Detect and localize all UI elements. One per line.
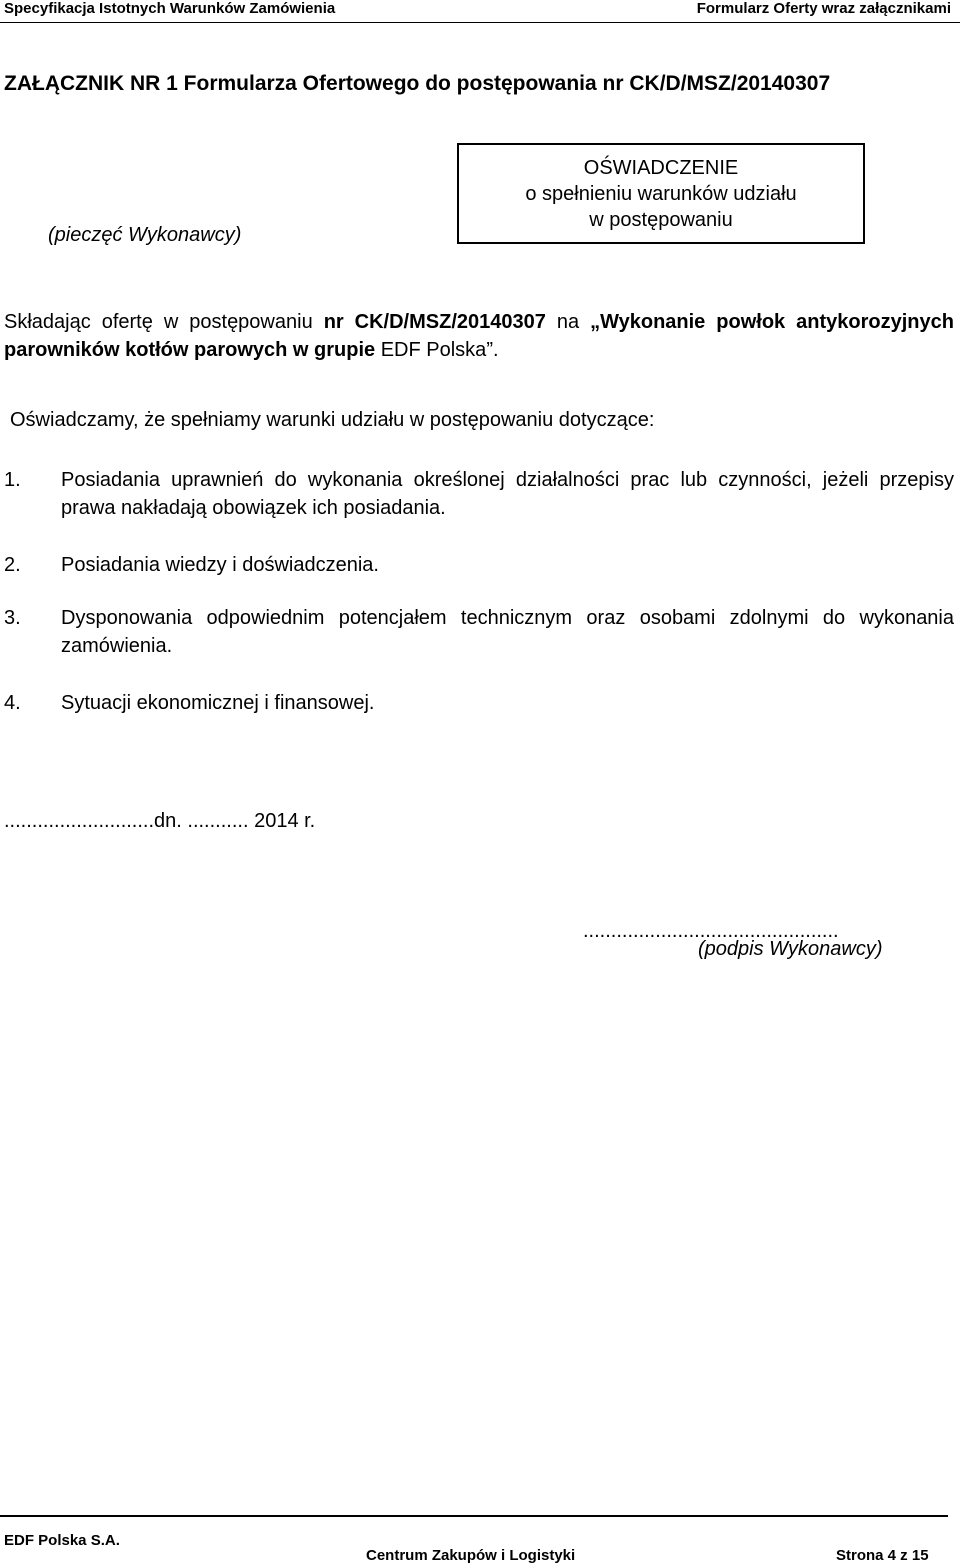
list-item-text: Dysponowania odpowiednim potencjałem technicznym oraz osobami zdolnymi do wykonania zamówienia.: [61, 607, 954, 657]
intro-company: EDF Polska: [380, 339, 487, 361]
page-title: ZAŁĄCZNIK NR 1 Formularza Ofertowego do postępowania nr CK/D/MSZ/20140307: [4, 72, 831, 95]
intro-closing: ”.: [486, 339, 499, 361]
header-left: Specyfikacja Istotnych Warunków Zamówienia: [4, 0, 336, 17]
footer-company: EDF Polska S.A.: [4, 1532, 120, 1549]
intro-text: Składając ofertę w postępowaniu: [4, 311, 324, 333]
footer-rule: [0, 1515, 948, 1517]
footer-page-number: Strona 4 z 15: [836, 1547, 929, 1564]
list-item-text: Posiadania uprawnień do wykonania określonej działalności prac lub czynności, jeżeli przepisy prawa nakładają obowiązek ich posiadania.: [61, 469, 954, 519]
list-item-text: Posiadania wiedzy i doświadczenia.: [61, 554, 379, 576]
intro-text-na: na: [545, 311, 591, 333]
signature-dots: ..............................................: [583, 920, 839, 942]
declaration-line-2: o spełnieniu warunków udziału: [525, 182, 797, 205]
list-item-text: Sytuacji ekonomicznej i finansowej.: [61, 692, 375, 714]
list-item: [4, 604, 954, 660]
list-item: [4, 551, 954, 579]
list-item-number: 4.: [4, 692, 21, 714]
date-line: ...........................dn. ........... 2014 r.: [4, 810, 316, 832]
intro-case-number: nr CK/D/MSZ/20140307: [323, 311, 546, 333]
list-item: [4, 466, 954, 522]
header-rule: [0, 22, 960, 23]
declaration-line-3: w postępowaniu: [589, 208, 733, 231]
list-item-number: 3.: [4, 607, 21, 629]
declaration-box: [457, 143, 865, 244]
intro-paragraph: [4, 308, 954, 364]
seal-label: (pieczęć Wykonawcy): [48, 224, 242, 246]
list-item-number: 1.: [4, 469, 21, 491]
statement-text: Oświadczamy, że spełniamy warunki udziału w postępowaniu dotyczące:: [10, 409, 655, 431]
list-item: [4, 689, 954, 717]
signature-label: (podpis Wykonawcy): [698, 938, 883, 960]
list-item-number: 2.: [4, 554, 21, 576]
declaration-title: OŚWIADCZENIE: [583, 156, 739, 179]
intro-subject: „Wykonanie powłok antykorozyjnych parowników kotłów parowych w grupie: [4, 311, 954, 361]
header-right: Formularz Oferty wraz załącznikami: [696, 0, 951, 17]
footer-department: Centrum Zakupów i Logistyki: [366, 1547, 576, 1564]
